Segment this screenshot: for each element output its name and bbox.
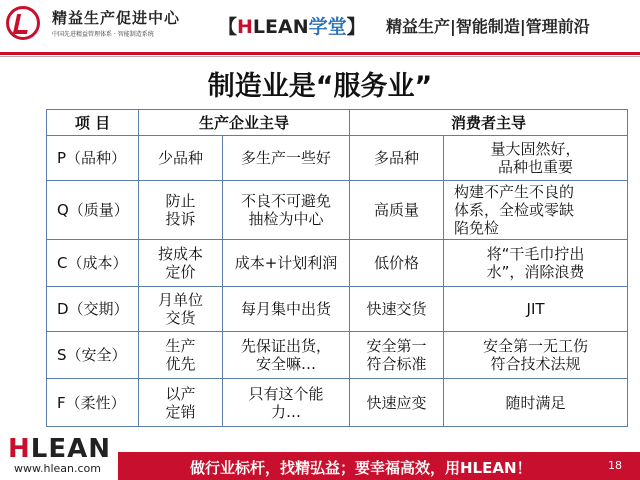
table-cell: 不良不可避免 抽检为中心 bbox=[223, 181, 350, 240]
logo-name: 精益生产促进中心 bbox=[52, 9, 181, 27]
table-cell: 多生产一些好 bbox=[223, 136, 350, 181]
footer-url[interactable] bbox=[14, 462, 101, 475]
brand-close: 】 bbox=[346, 16, 366, 38]
row-label: D（交期） bbox=[47, 287, 139, 332]
row-label: P（品种） bbox=[47, 136, 139, 181]
table-row bbox=[47, 181, 628, 240]
footer-url-pre: www bbox=[14, 462, 40, 475]
comparison-table bbox=[46, 109, 628, 427]
table-cell: 高质量 bbox=[350, 181, 444, 240]
table-cell: 按成本 定价 bbox=[139, 240, 223, 287]
page-number: 18 bbox=[608, 459, 622, 472]
table-cell: 低价格 bbox=[350, 240, 444, 287]
table-row bbox=[47, 287, 628, 332]
table-cell: 安全第一无工伤 符合技术法规 bbox=[444, 332, 628, 379]
table-cell: 月单位 交货 bbox=[139, 287, 223, 332]
logo-icon bbox=[6, 6, 40, 40]
header bbox=[0, 0, 640, 52]
table-row bbox=[47, 240, 628, 287]
table-cell: 以产 定销 bbox=[139, 379, 223, 427]
table-row bbox=[47, 332, 628, 379]
row-label: Q（质量） bbox=[47, 181, 139, 240]
table-cell: 少品种 bbox=[139, 136, 223, 181]
footer-logo-h: H bbox=[8, 434, 31, 464]
header-producer-led: 生产企业主导 bbox=[139, 110, 350, 136]
table-cell: 将“干毛巾拧出 水”，消除浪费 bbox=[444, 240, 628, 287]
brand-h: H bbox=[237, 16, 253, 38]
table-cell: 随时满足 bbox=[444, 379, 628, 427]
table-cell: 生产 优先 bbox=[139, 332, 223, 379]
table-cell: 安全第一 符合标准 bbox=[350, 332, 444, 379]
row-label: S（安全） bbox=[47, 332, 139, 379]
table-row bbox=[47, 379, 628, 427]
brand-cn: 学堂 bbox=[308, 16, 347, 38]
table-cell: 先保证出货， 安全嘛… bbox=[223, 332, 350, 379]
table-cell: 成本+计划利润 bbox=[223, 240, 350, 287]
page-title: 制造业是“服务业” bbox=[207, 71, 433, 102]
header-consumer-led: 消费者主导 bbox=[350, 110, 628, 136]
footer-logo-rest: LEAN bbox=[30, 434, 111, 464]
table-header-row bbox=[47, 110, 628, 136]
table-cell: JIT bbox=[444, 287, 628, 332]
table-cell: 只有这个能 力… bbox=[223, 379, 350, 427]
footer-slogan: 做行业标杆，找精弘益；要幸福高效，用HLEAN！ bbox=[190, 459, 532, 477]
table-cell: 构建不产生不良的 体系，全检或零缺 陷免检 bbox=[444, 181, 628, 240]
table-cell: 快速交货 bbox=[350, 287, 444, 332]
header-slogan: 精益生产|智能制造|管理前沿 bbox=[386, 17, 590, 36]
table-row bbox=[47, 136, 628, 181]
table-cell: 快速应变 bbox=[350, 379, 444, 427]
header-divider-red bbox=[0, 52, 640, 55]
brand-open: 【 bbox=[218, 16, 238, 38]
footer-logo bbox=[8, 434, 111, 464]
header-item: 项 目 bbox=[47, 110, 139, 136]
logo-subtitle: 中国先进精益管理体系 · 智能制造系统 bbox=[52, 31, 154, 38]
header-divider-gray bbox=[0, 56, 640, 57]
table-cell: 防止 投诉 bbox=[139, 181, 223, 240]
table-cell: 量大固然好， 品种也重要 bbox=[444, 136, 628, 181]
brand-lean: LEAN bbox=[252, 16, 309, 38]
footer-url-post: hlean.com bbox=[43, 462, 101, 475]
row-label: F（柔性） bbox=[47, 379, 139, 427]
table-cell: 每月集中出货 bbox=[223, 287, 350, 332]
brand-title bbox=[218, 12, 366, 39]
row-label: C（成本） bbox=[47, 240, 139, 287]
footer-url-dot: . bbox=[39, 462, 44, 475]
table-cell: 多品种 bbox=[350, 136, 444, 181]
